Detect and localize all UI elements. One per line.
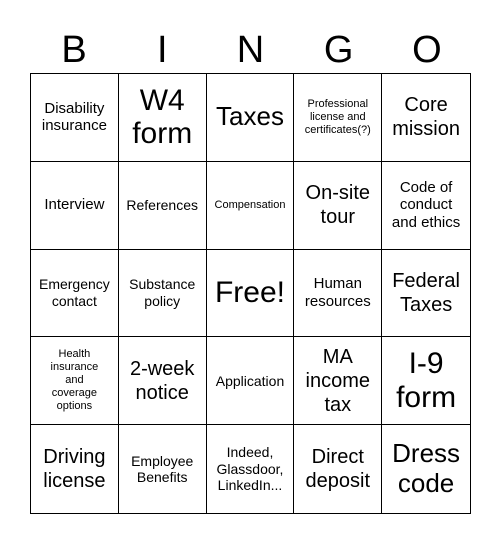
header-letter-n: N — [236, 29, 265, 71]
cell-driving-license[interactable]: Driving license — [31, 425, 119, 513]
header-letter-i: I — [157, 29, 168, 71]
cell-health-insurance[interactable]: Health insurance and coverage options — [31, 337, 119, 425]
cell-direct-deposit[interactable]: Direct deposit — [294, 425, 382, 513]
cell-ma-income-tax[interactable]: MA income tax — [294, 337, 382, 425]
bingo-board — [30, 73, 471, 514]
cell-on-site-tour[interactable]: On-site tour — [294, 162, 382, 250]
cell-two-week-notice[interactable]: 2-week notice — [119, 337, 207, 425]
cell-compensation[interactable]: Compensation — [207, 162, 295, 250]
cell-free-space[interactable]: Free! — [207, 250, 295, 338]
cell-employee-benefits[interactable]: Employee Benefits — [119, 425, 207, 513]
header-letter-b: B — [61, 29, 87, 71]
cell-disability-insurance[interactable]: Disability insurance — [31, 74, 119, 162]
cell-human-resources[interactable]: Human resources — [294, 250, 382, 338]
cell-code-of-conduct[interactable]: Code of conduct and ethics — [382, 162, 470, 250]
header-letter-o: O — [412, 29, 442, 71]
cell-federal-taxes[interactable]: Federal Taxes — [382, 250, 470, 338]
cell-w4-form[interactable]: W4 form — [119, 74, 207, 162]
cell-substance-policy[interactable]: Substance policy — [119, 250, 207, 338]
cell-i9-form[interactable]: I-9 form — [382, 337, 470, 425]
bingo-header — [30, 26, 471, 74]
cell-professional-license[interactable]: Professional license and certificates(?) — [294, 74, 382, 162]
cell-job-sites[interactable]: Indeed, Glassdoor, LinkedIn... — [207, 425, 295, 513]
cell-emergency-contact[interactable]: Emergency contact — [31, 250, 119, 338]
cell-application[interactable]: Application — [207, 337, 295, 425]
cell-core-mission[interactable]: Core mission — [382, 74, 470, 162]
header-letter-g: G — [323, 29, 354, 71]
cell-dress-code[interactable]: Dress code — [392, 438, 461, 499]
cell-interview[interactable]: Interview — [31, 162, 119, 250]
cell-taxes[interactable]: Taxes — [207, 74, 295, 162]
cell-references[interactable]: References — [119, 162, 207, 250]
